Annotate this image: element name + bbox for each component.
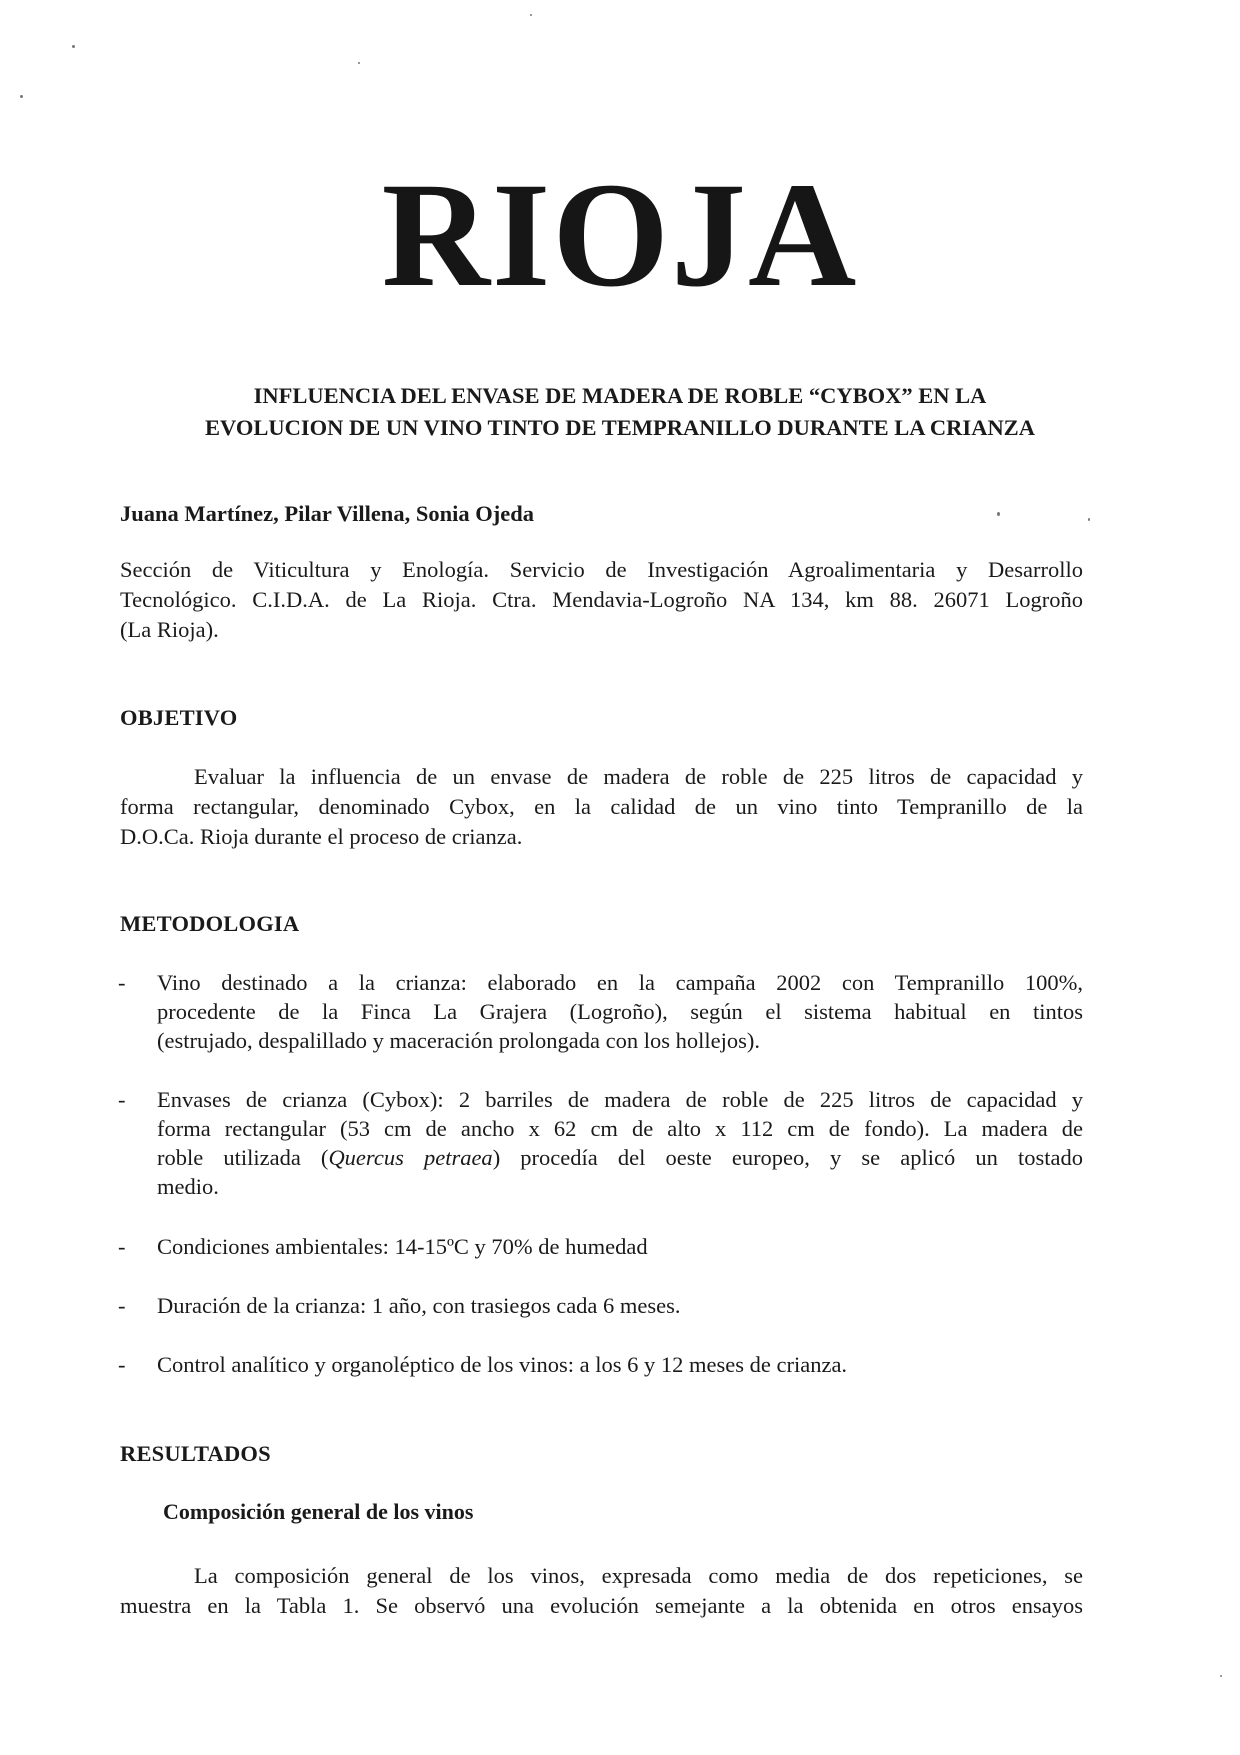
list-item-line: Vino destinado a la crianza: elaborado en la campaña 2002 con Tempranillo 100%, (157, 970, 1083, 995)
list-item (118, 1350, 1083, 1380)
scan-speck (997, 512, 1000, 516)
list-dash: - (118, 1352, 126, 1377)
list-item-line: Condiciones ambientales: 14-15ºC y 70% de humedad (157, 1234, 648, 1259)
paper-title-line: EVOLUCION DE UN VINO TINTO DE TEMPRANILLO DURANTE LA CRIANZA (205, 415, 1035, 440)
list-item-text: ) procedía del oeste europeo, y se aplicó un tostado (492, 1145, 1083, 1170)
resultados-paragraph (120, 1561, 1083, 1621)
paragraph-line: La composición general de los vinos, expresada como media de dos repeticiones, se (194, 1563, 1083, 1588)
affiliation (120, 555, 1083, 645)
scan-speck (72, 45, 75, 48)
list-item-line: (estrujado, despalillado y maceración prolongada con los hollejos). (157, 1028, 760, 1053)
affiliation-line: Sección de Viticultura y Enología. Servicio de Investigación Agroalimentaria y Desarrollo (120, 557, 1083, 582)
affiliation-line: Tecnológico. C.I.D.A. de La Rioja. Ctra. Mendavia-Logroño NA 134, km 88. 26071 Logroño (120, 587, 1083, 612)
list-item (118, 1232, 1083, 1262)
list-item-text: roble utilizada ( (157, 1145, 329, 1170)
species-name: Quercus petraea (328, 1145, 493, 1170)
subsection-heading: Composición general de los vinos (163, 1499, 474, 1524)
scan-speck (1220, 1675, 1222, 1677)
scan-speck (530, 14, 532, 16)
paragraph-line: D.O.Ca. Rioja durante el proceso de crianza. (120, 824, 523, 849)
list-item-line: medio. (157, 1174, 219, 1199)
scan-speck (1088, 518, 1090, 521)
section-heading-metodologia: METODOLOGIA (120, 911, 300, 936)
list-item (118, 1291, 1083, 1321)
list-item-line: Control analítico y organoléptico de los vinos: a los 6 y 12 meses de crianza. (157, 1352, 848, 1377)
authors: Juana Martínez, Pilar Villena, Sonia Ojeda (120, 501, 534, 526)
paragraph-line: Evaluar la influencia de un envase de madera de roble de 225 litros de capacidad y (194, 764, 1083, 789)
list-dash: - (118, 1293, 126, 1318)
list-dash: - (118, 1087, 126, 1112)
paragraph-line: muestra en la Tabla 1. Se observó una evolución semejante a la obtenida en otros ensayos (120, 1593, 1083, 1618)
banner-title: RIOJA (381, 152, 859, 318)
list-dash: - (118, 1234, 126, 1259)
section-heading-objetivo: OBJETIVO (120, 705, 238, 730)
list-item-line: Envases de crianza (Cybox): 2 barriles de madera de roble de 225 litros de capacidad y (157, 1087, 1083, 1112)
paper-title (120, 380, 1120, 444)
scan-speck (358, 62, 360, 64)
list-item (118, 968, 1083, 1058)
section-heading-resultados: RESULTADOS (120, 1441, 271, 1466)
list-item-line: procedente de la Finca La Grajera (Logroño), según el sistema habitual en tintos (157, 999, 1083, 1024)
list-dash: - (118, 970, 126, 995)
list-item-line: forma rectangular (53 cm de ancho x 62 cm de alto x 112 cm de fondo). La madera de (157, 1116, 1083, 1141)
affiliation-line: (La Rioja). (120, 617, 219, 642)
list-item-line: Duración de la crianza: 1 año, con trasiegos cada 6 meses. (157, 1293, 681, 1318)
list-item-line (157, 1143, 1083, 1172)
paper-title-line: INFLUENCIA DEL ENVASE DE MADERA DE ROBLE “CYBOX” EN LA (253, 383, 987, 408)
scan-speck (20, 95, 23, 98)
paragraph-line: forma rectangular, denominado Cybox, en la calidad de un vino tinto Tempranillo de la (120, 794, 1083, 819)
objetivo-paragraph (120, 762, 1083, 852)
list-item (118, 1085, 1083, 1205)
